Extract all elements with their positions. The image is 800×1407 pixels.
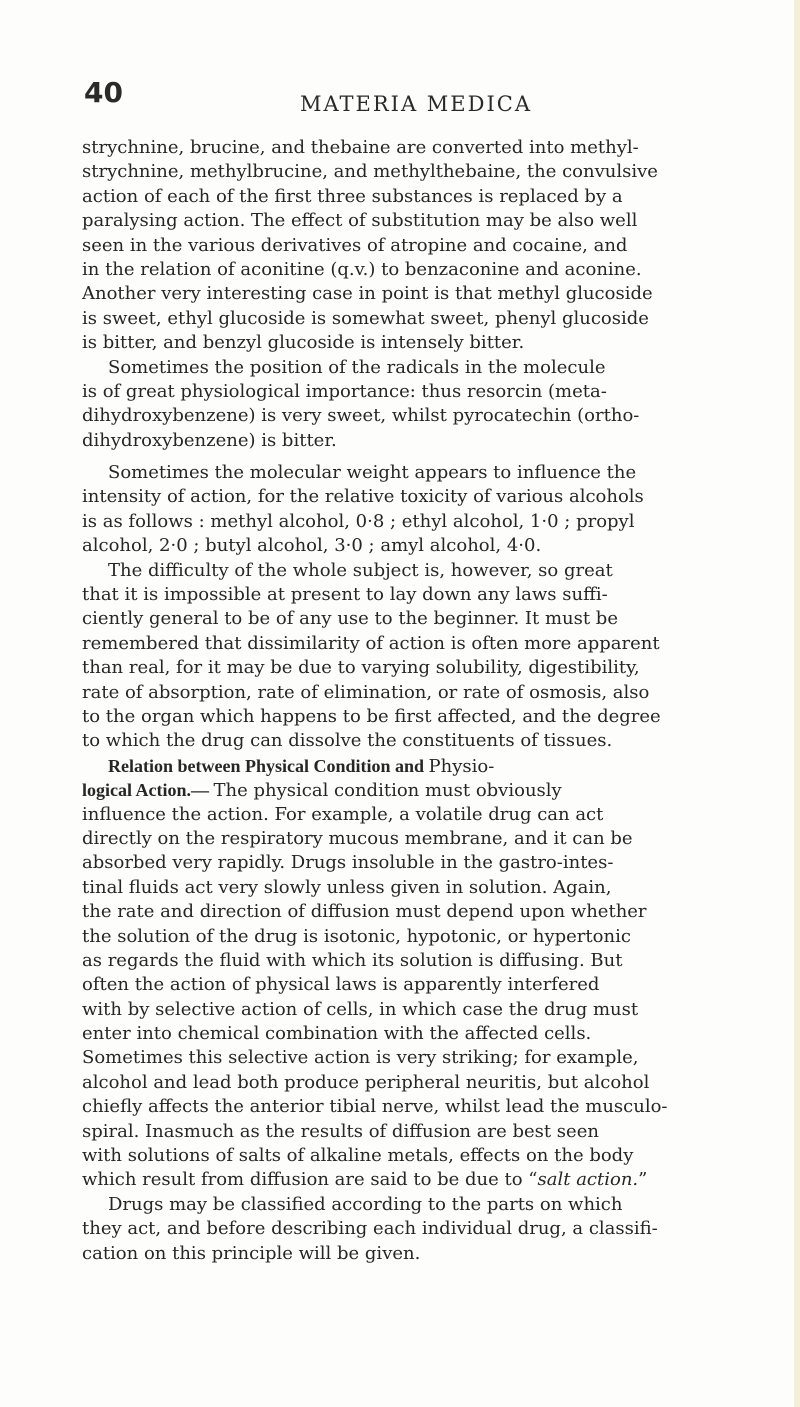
body-text	[82, 136, 738, 1266]
line-text: that it is impossible at present to lay down any laws suffi-	[82, 584, 608, 606]
running-head: MATERIA MEDICA	[300, 92, 533, 116]
line-text: intensity of action, for the relative toxicity of various alcohols	[82, 486, 644, 508]
text-line	[82, 534, 738, 558]
line-text: paralysing action. The effect of substitution may be also well	[82, 210, 638, 232]
text-line	[82, 559, 738, 583]
line-text: rate of absorption, rate of elimination, or rate of osmosis, also	[82, 681, 650, 703]
text-line	[82, 1242, 738, 1266]
paragraph-gap	[82, 453, 738, 461]
text-line	[82, 803, 738, 827]
text-line	[82, 356, 738, 380]
line-text: Another very interesting case in point is that methyl glucoside	[82, 283, 653, 305]
line-text: often the action of physical laws is apparently interfered	[82, 974, 600, 996]
text-line	[82, 998, 738, 1022]
text-line	[82, 1120, 738, 1144]
text-line	[82, 1022, 738, 1046]
text-line	[82, 827, 738, 851]
line-text: Sometimes this selective action is very striking; for example,	[82, 1047, 639, 1069]
line-text: the rate and direction of diffusion must depend upon whether	[82, 901, 647, 923]
line-text: with by selective action of cells, in which case the drug must	[82, 998, 639, 1020]
text-line	[82, 900, 738, 924]
line-text: than real, for it may be due to varying solubility, digestibility,	[82, 657, 640, 679]
text-line	[82, 1071, 738, 1095]
line-text: dihydroxybenzene) is very sweet, whilst pyrocatechin (ortho-	[82, 405, 640, 427]
text-line	[82, 307, 738, 331]
line-text: seen in the various derivatives of atropine and cocaine, and	[82, 234, 628, 256]
line-text: enter into chemical combination with the affected cells.	[82, 1023, 592, 1045]
line-text: tinal fluids act very slowly unless given in solution. Again,	[82, 876, 612, 898]
text-line	[82, 209, 738, 233]
text-line	[82, 160, 738, 184]
line-text: influence the action. For example, a volatile drug can act	[82, 803, 604, 825]
italic-term: salt action.	[537, 1169, 639, 1191]
line-text: they act, and before describing each individual drug, a classifi-	[82, 1218, 658, 1240]
text-line	[82, 925, 738, 949]
page-number: 40	[84, 76, 123, 109]
text-line	[82, 1217, 738, 1241]
text-line	[82, 656, 738, 680]
line-text: which result from diffusion are said to be due to “	[82, 1169, 538, 1191]
line-text: chiefly affects the anterior tibial nerve, whilst lead the musculo-	[82, 1096, 668, 1118]
text-line	[82, 510, 738, 534]
line-text: strychnine, methylbrucine, and methylthebaine, the convulsive	[82, 161, 658, 183]
line-text: to which the drug can dissolve the constituents of tissues.	[82, 730, 613, 752]
line-text: spiral. Inasmuch as the results of diffusion are best seen	[82, 1120, 599, 1142]
text-line	[82, 1168, 738, 1192]
text-line	[82, 973, 738, 997]
line-text: dihydroxybenzene) is bitter.	[82, 429, 337, 451]
line-text: with solutions of salts of alkaline metals, effects on the body	[82, 1145, 634, 1167]
line-text: as regards the fluid with which its solution is diffusing. But	[82, 949, 623, 971]
text-line	[82, 1095, 738, 1119]
page-edge	[794, 0, 800, 1407]
text-line	[82, 136, 738, 160]
text-line	[82, 681, 738, 705]
text-line	[82, 429, 738, 453]
line-text: ciently general to be of any use to the beginner. It must be	[82, 608, 618, 630]
text-line	[82, 876, 738, 900]
line-text: The physical condition must obviously	[213, 780, 562, 802]
line-text: to the organ which happens to be first affected, and the degree	[82, 705, 661, 727]
line-text: remembered that dissimilarity of action is often more apparent	[82, 632, 660, 654]
line-text: is as follows : methyl alcohol, 0·8 ; ethyl alcohol, 1·0 ; propyl	[82, 510, 635, 532]
line-text: is sweet, ethyl glucoside is somewhat sweet, phenyl glucoside	[82, 307, 649, 329]
line-text: in the relation of aconitine (q.v.) to benzaconine and aconine.	[82, 258, 642, 280]
line-text: Drugs may be classified according to the parts on which	[108, 1193, 623, 1215]
text-line	[82, 461, 738, 485]
section-subheading: logical Action.—	[82, 780, 214, 801]
line-text: The difficulty of the whole subject is, however, so great	[108, 559, 613, 581]
text-line	[82, 705, 738, 729]
line-text: cation on this principle will be given.	[82, 1242, 421, 1264]
line-text: is bitter, and benzyl glucoside is intensely bitter.	[82, 332, 525, 354]
line-text: Physio-	[428, 755, 495, 777]
text-line	[82, 331, 738, 355]
text-line	[82, 632, 738, 656]
line-text: strychnine, brucine, and thebaine are converted into methyl-	[82, 137, 639, 158]
text-line	[82, 1144, 738, 1168]
line-text: action of each of the first three substances is replaced by a	[82, 185, 623, 207]
text-line	[82, 258, 738, 282]
text-line	[82, 1193, 738, 1217]
text-line	[82, 754, 738, 778]
text-line	[82, 234, 738, 258]
line-text: alcohol, 2·0 ; butyl alcohol, 3·0 ; amyl alcohol, 4·0.	[82, 535, 542, 557]
text-line	[82, 404, 738, 428]
text-line	[82, 485, 738, 509]
text-line	[82, 607, 738, 631]
text-line	[82, 949, 738, 973]
line-text: the solution of the drug is isotonic, hypotonic, or hypertonic	[82, 925, 631, 947]
line-text: directly on the respiratory mucous membrane, and it can be	[82, 827, 633, 849]
section-subheading: Relation between Physical Condition and	[108, 755, 429, 776]
closing-quote: ”	[638, 1169, 648, 1191]
text-line	[82, 282, 738, 306]
text-line	[82, 729, 738, 753]
text-line	[82, 185, 738, 209]
line-text: is of great physiological importance: thus resorcin (meta-	[82, 380, 607, 402]
text-line	[82, 583, 738, 607]
line-text: alcohol and lead both produce peripheral neuritis, but alcohol	[82, 1071, 650, 1093]
text-line	[82, 1046, 738, 1070]
text-line	[82, 778, 738, 802]
text-line	[82, 851, 738, 875]
line-text: Sometimes the position of the radicals in the molecule	[108, 356, 606, 378]
line-text: absorbed very rapidly. Drugs insoluble in the gastro-intes-	[82, 852, 614, 874]
text-line	[82, 380, 738, 404]
line-text: Sometimes the molecular weight appears to influence the	[108, 462, 637, 484]
